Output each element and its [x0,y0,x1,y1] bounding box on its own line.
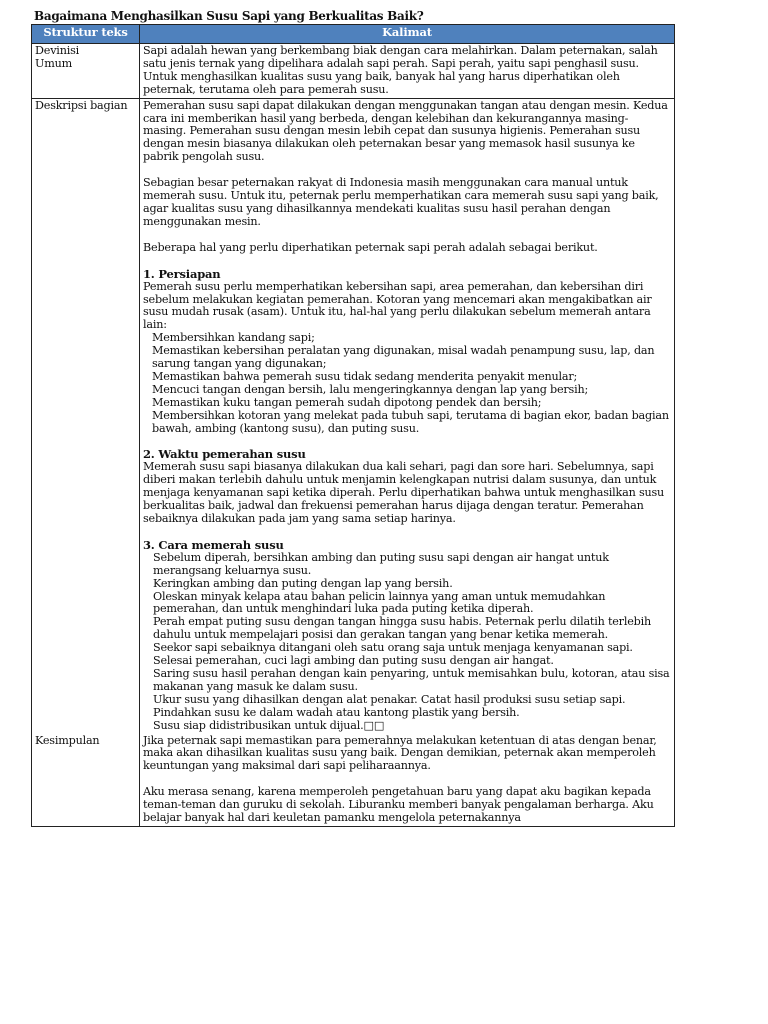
section-3-title: 3. Cara memerah susu [143,537,284,552]
label-kesimpulan: Kesimpulan [32,734,140,827]
paragraph-intro-2: Sebagian besar peternakan rakyat di Indonesia masih menggunakan cara manual untuk memerah susu. Untuk itu, peternak perlu memperhatikan cara memerah susu sapi yang baik, agar kualitas susu yang dihasilkannya mendekati kualitas susu hasil perahan dengan menggunakan mesin. [143,176,659,228]
list-item: Memastikan kebersihan peralatan yang digunakan, misal wadah penampung susu, lap, dan sarung tangan yang digunakan; [152,344,655,371]
list-item: Oleskan minyak kelapa atau bahan pelicin lainnya yang aman untuk memudahkan pemerahan, dan untuk menghindari luka pada puting ketika diperah. [153,589,606,616]
table-header-row [32,25,675,44]
list-item: Memastikan kuku tangan pemerah sudah dipotong pendek dan bersih; [152,395,542,409]
section-1-text: Pemerah susu perlu memperhatikan kebersihan sapi, area pemerahan, dan kebersihan diri sebelum melakukan kegiatan pemerahan. Kotoran yang mencemari akan mengakibatkan air susu mudah rusak (asam). Untuk itu, hal-hal yang perlu dilakukan sebelum memerah antara lain: [143,279,652,332]
list-item: Perah empat puting susu dengan tangan hingga susu habis. Peternak perlu dilatih terlebih dahulu untuk mempelajari posisi dan gerakan tangan yang benar ketika memerah. [153,615,651,642]
section-3-list [143,552,671,733]
list-item: Saring susu hasil perahan dengan kain penyaring, untuk memisahkan bulu, kotoran, atau sisa makanan yang masuk ke dalam susu. [153,666,670,693]
list-item: Mencuci tangan dengan bersih, lalu mengeringkannya dengan lap yang bersih; [152,382,589,396]
label-deskripsi: Deskripsi bagian [32,98,140,733]
list-item: Selesai pemerahan, cuci lagi ambing dan puting susu dengan air hangat. [153,654,554,668]
list-item: Sebelum diperah, bersihkan ambing dan puting susu sapi dengan air hangat untuk merangsang keluarnya susu. [153,550,609,577]
list-item: Ukur susu yang dihasilkan dengan alat penakar. Catat hasil produksi susu setiap sapi. [153,692,626,706]
text-structure-table [31,24,675,827]
section-1-list [143,332,671,435]
list-item: Membersihkan kandang sapi; [152,331,315,345]
list-item: Pindahkan susu ke dalam wadah atau kantong plastik yang bersih. [153,705,520,719]
cell-kesimpulan [140,734,675,827]
row-deskripsi [32,98,675,733]
text-definisi: Sapi adalah hewan yang berkembang biak dengan cara melahirkan. Dalam peternakan, salah satu jenis ternak yang dipelihara adalah sapi perah. Sapi perah, yaitu sapi penghasil susu. Untuk menghasilkan kualitas susu yang baik, banyak hal yang harus diperhatikan oleh peternak, terutama oleh para pemerah susu. [140,44,675,99]
paragraph-kesimpulan-2: Aku merasa senang, karena memperoleh pengetahuan baru yang dapat aku bagikan kepada teman-teman dan guruku di sekolah. Liburanku memberi banyak pengalaman berharga. Aku belajar banyak hal dari keuletan pamanku mengelola peternakannya [143,785,654,825]
row-definisi [32,44,675,99]
section-2-text: Memerah susu sapi biasanya dilakukan dua kali sehari, pagi dan sore hari. Sebelumnya, sapi diberi makan terlebih dahulu untuk menjamin kelengkapan nutrisi dalam susunya, dan untuk menjaga kenyamanan sapi ketika diperah. Perlu diperhatikan bahwa untuk menghasilkan susu berkualitas baik, jadwal dan frekuensi pemerahan harus dijaga dengan teratur. Pemerahan sebaiknya dilakukan pada jam yang sama setiap harinya. [143,460,665,525]
list-item: Membersihkan kotoran yang melekat pada tubuh sapi, terutama di bagian ekor, badan bagian bawah, ambing (kantong susu), dan puting susu. [152,408,669,435]
header-kalimat: Kalimat [140,25,675,44]
list-item: Seekor sapi sebaiknya ditangani oleh satu orang saja untuk menjaga kenyamanan sapi. [153,641,633,655]
paragraph-kesimpulan-1: Jika peternak sapi memastikan para pemerahnya melakukan ketentuan di atas dengan benar, maka akan dihasilkan kualitas susu yang baik. Dengan demikian, peternak akan memperoleh keuntungan yang maksimal dari sapi peliharaannya. [143,733,657,773]
label-definisi: Devinisi Umum [32,44,140,99]
row-kesimpulan [32,734,675,827]
header-struktur-teks: Struktur teks [32,25,140,44]
cell-deskripsi [140,98,675,733]
section-1-title: 1. Persiapan [143,266,221,281]
document-title: Bagaimana Menghasilkan Susu Sapi yang Berkualitas Baik? [34,9,424,23]
list-item: Susu siap didistribusikan untuk dijual.□□ [153,718,385,732]
paragraph-intro-3: Beberapa hal yang perlu diperhatikan peternak sapi perah adalah sebagai berikut. [143,240,598,254]
paragraph-intro-1: Pemerahan susu sapi dapat dilakukan dengan menggunakan tangan atau dengan mesin. Kedua cara ini memberikan hasil yang berbeda, dengan kelebihan dan kekurangannya masing-masing. Pemerahan susu dengan mesin lebih cepat dan susunya higienis. Pemerahan susu dengan mesin biasanya dilakukan oleh peternakan besar yang memasok hasil susunya ke pabrik pengolah susu. [143,98,668,164]
section-2-title: 2. Waktu pemerahan susu [143,447,306,462]
list-item: Keringkan ambing dan puting dengan lap yang bersih. [153,576,453,590]
list-item: Memastikan bahwa pemerah susu tidak sedang menderita penyakit menular; [152,369,578,383]
